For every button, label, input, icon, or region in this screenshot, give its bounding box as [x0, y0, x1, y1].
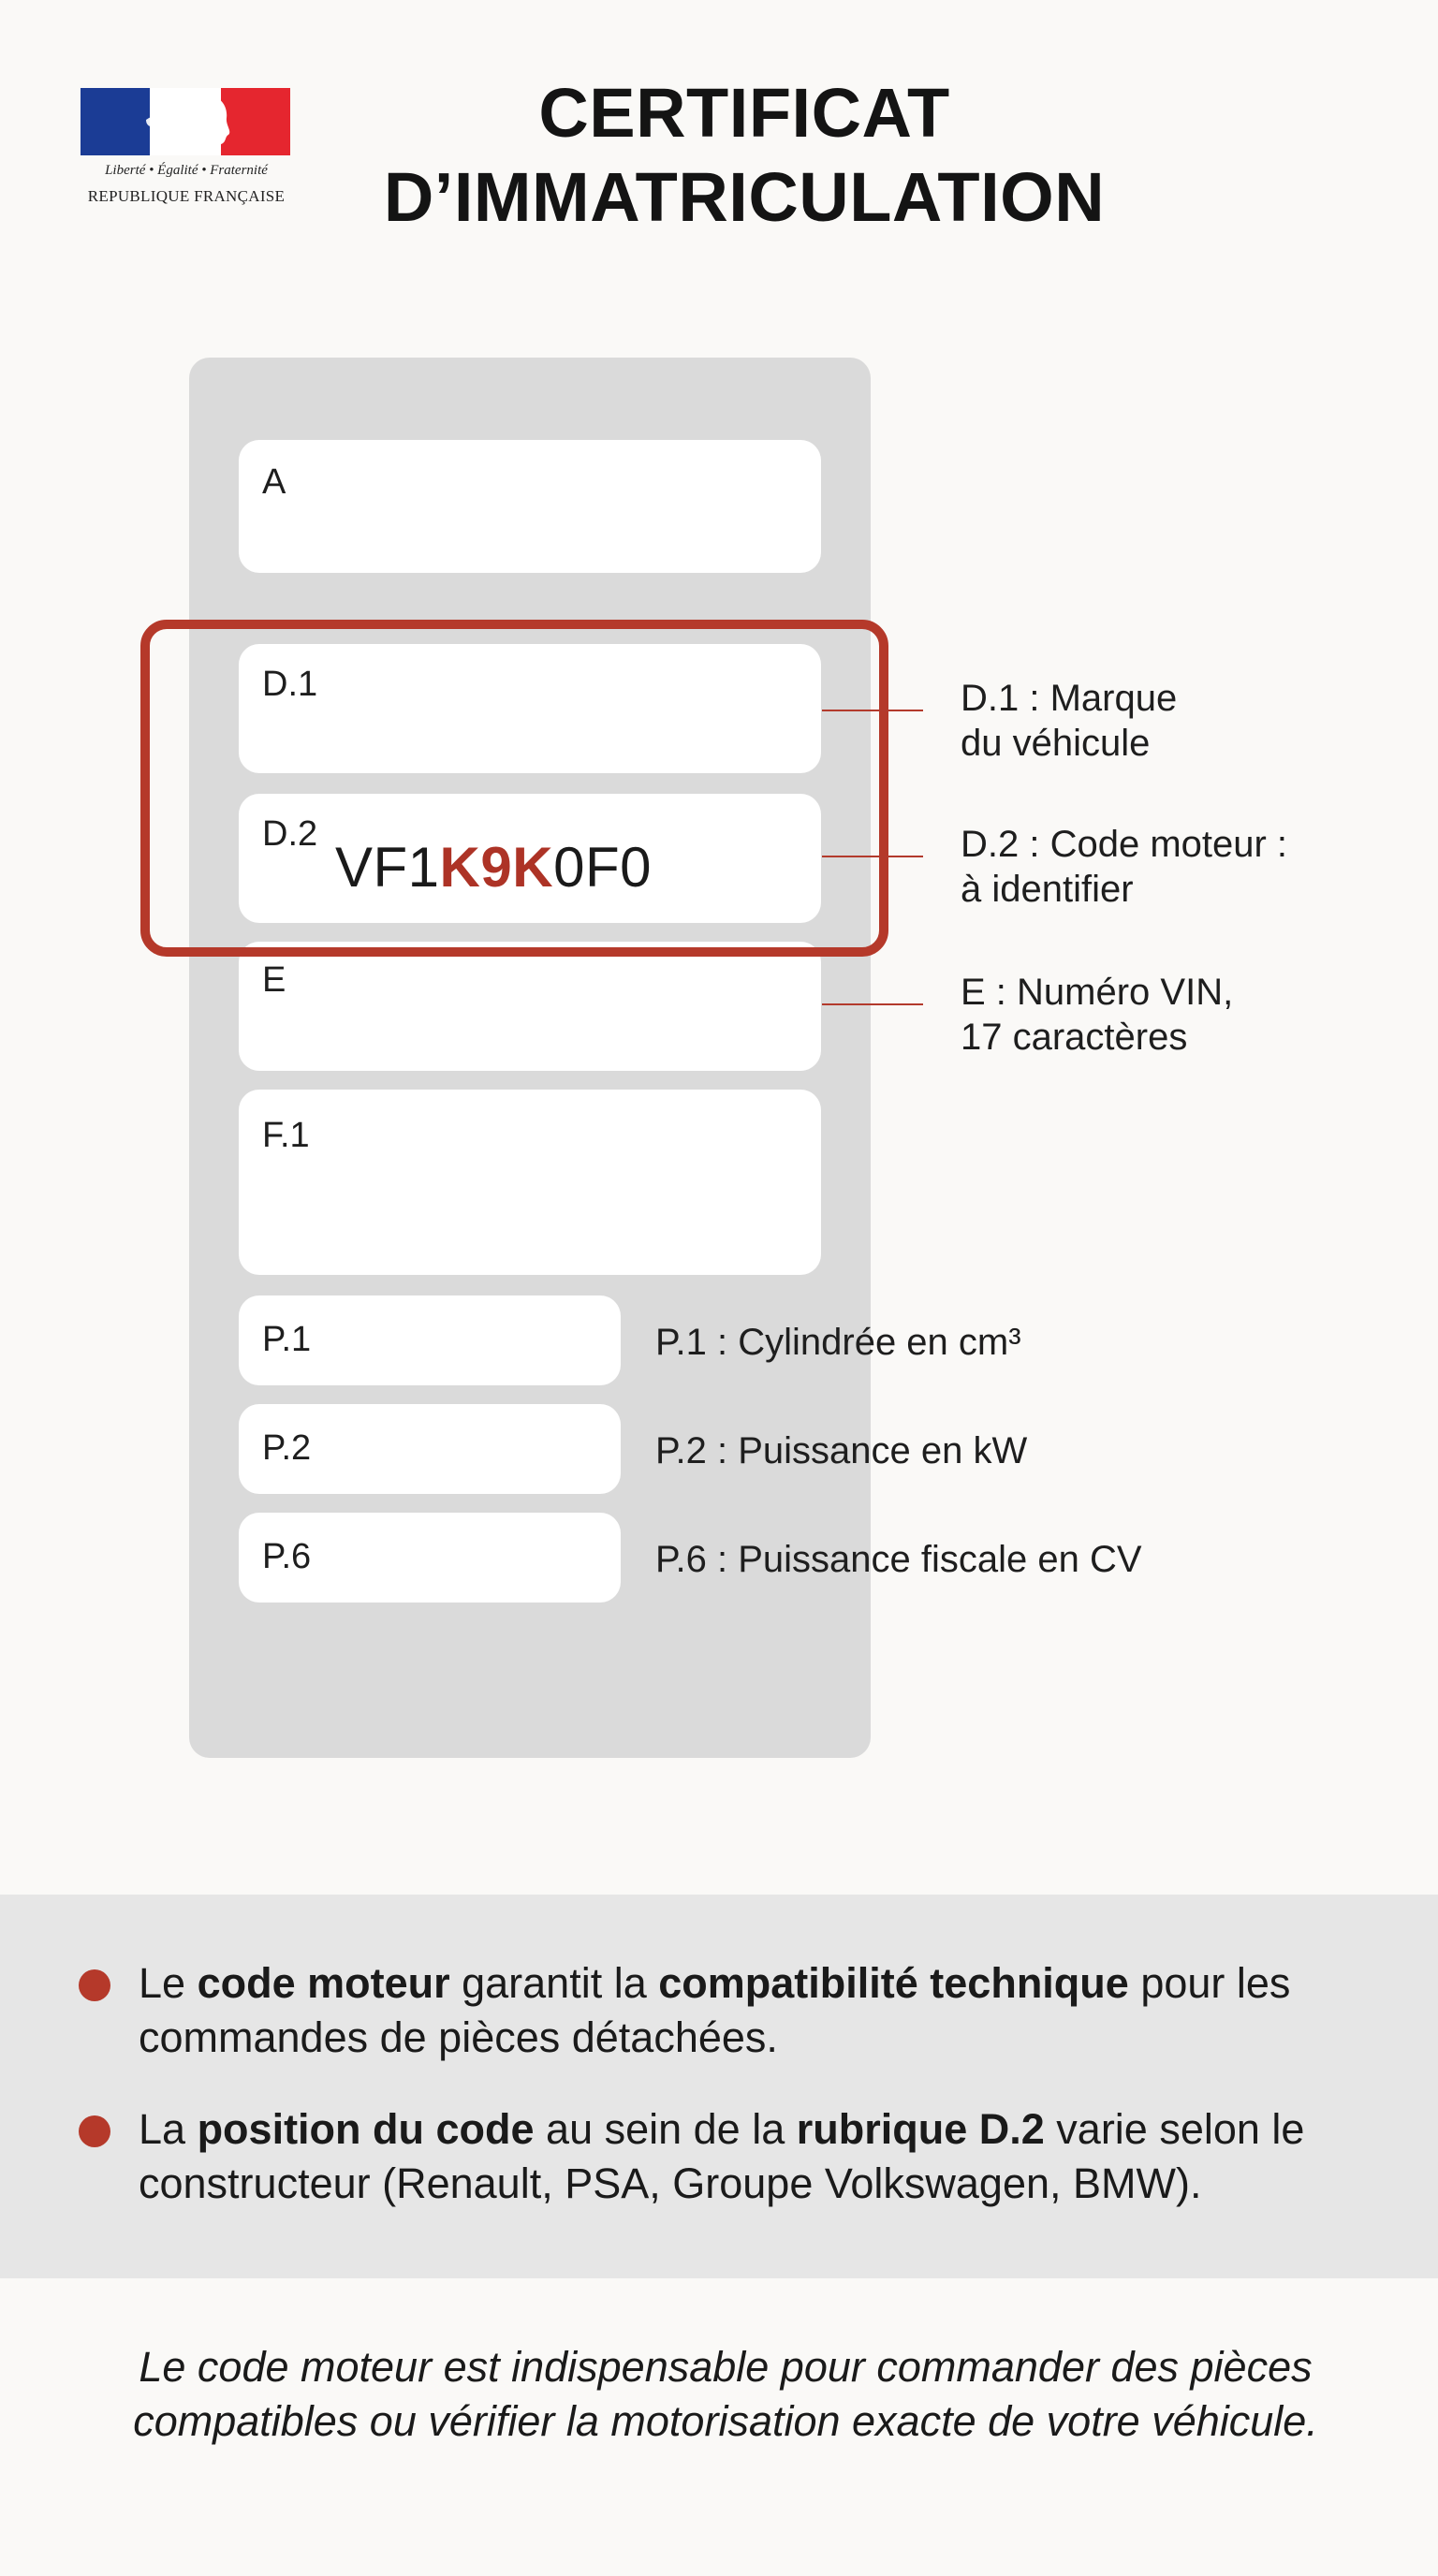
- bullet1-text-2: garantit la: [449, 1959, 659, 2007]
- e-annotation-line-1: E : Numéro VIN,: [961, 972, 1234, 1013]
- p2-annotation: P.2 : Puissance en kW: [655, 1430, 1028, 1471]
- bullet-dot-1: [79, 1969, 110, 2001]
- d2-value-prefix: VF1: [335, 836, 440, 899]
- field-a-label: A: [262, 462, 286, 502]
- e-connector-line: [822, 1003, 923, 1005]
- footer-line-1: Le code moteur est indispensable pour commander des pièces: [139, 2343, 1313, 2391]
- republique-francaise-logo: [81, 86, 292, 217]
- bullet2-text-1: La: [139, 2105, 198, 2153]
- bullet2-bold-2: rubrique D.2: [796, 2105, 1045, 2153]
- e-annotation-line-2: 17 caractères: [961, 1017, 1188, 1058]
- bullet1-text-1: Le: [139, 1959, 198, 2007]
- field-a-box: [239, 440, 821, 573]
- footer-line-2: compatibles ou vérifier la motorisation exacte de votre véhicule.: [133, 2397, 1318, 2445]
- d2-annotation-line-1: D.2 : Code moteur :: [961, 824, 1288, 865]
- bullet1-text-3: pour les commandes de pièces détachées.: [139, 1959, 1291, 2061]
- d2-value-engine-code: K9K: [439, 836, 554, 899]
- republic-motto: Liberté • Égalité • Fraternité: [105, 163, 268, 178]
- bullet1-bold-1: code moteur: [197, 1959, 450, 2007]
- bullet2-text-2: au sein de la: [534, 2105, 797, 2153]
- info-bullet-2: [139, 2102, 1356, 2211]
- bullet2-text-3: varie selon le constructeur (Renault, PSA, Groupe Volkswagen, BMW).: [139, 2105, 1305, 2207]
- bullet-dot-2: [79, 2115, 110, 2147]
- tricolor-flag: [81, 88, 290, 155]
- page-title: [318, 71, 1170, 240]
- info-bullet-1: [139, 1956, 1374, 2065]
- d1-annotation-line-2: du véhicule: [961, 723, 1151, 764]
- d1-annotation: [961, 676, 1177, 766]
- field-p6-label: P.6: [262, 1537, 312, 1576]
- title-line-1: CERTIFICAT: [538, 74, 950, 152]
- bullet1-bold-2: compatibilité technique: [658, 1959, 1129, 2007]
- d2-value-suffix: 0F0: [553, 836, 652, 899]
- field-d2-label: D.2: [262, 814, 318, 854]
- republic-name: REPUBLIQUE FRANÇAISE: [87, 187, 286, 205]
- info-band: [0, 1895, 1438, 2278]
- field-p1-label: P.1: [262, 1320, 312, 1359]
- bullet2-bold-1: position du code: [197, 2105, 535, 2153]
- d1-d2-highlight-frame: [140, 620, 888, 957]
- field-f1-box: [239, 1090, 821, 1275]
- p6-annotation: P.6 : Puissance fiscale en CV: [655, 1539, 1142, 1580]
- title-line-2: D’IMMATRICULATION: [383, 158, 1106, 236]
- d2-annotation-line-2: à identifier: [961, 869, 1134, 910]
- footer-note: [56, 2340, 1395, 2449]
- d2-connector-line: [822, 856, 923, 857]
- e-annotation: [961, 970, 1233, 1060]
- field-p2-label: P.2: [262, 1428, 312, 1468]
- field-e-box: [239, 942, 821, 1071]
- p1-annotation: P.1 : Cylindrée en cm³: [655, 1322, 1021, 1363]
- field-e-label: E: [262, 960, 286, 1000]
- field-f1-label: F.1: [262, 1116, 310, 1155]
- d1-annotation-line-1: D.1 : Marque: [961, 678, 1178, 719]
- field-d1-label: D.1: [262, 665, 318, 704]
- d1-connector-line: [822, 710, 923, 711]
- marianne-profile-icon: [81, 88, 290, 155]
- d2-annotation: [961, 822, 1287, 912]
